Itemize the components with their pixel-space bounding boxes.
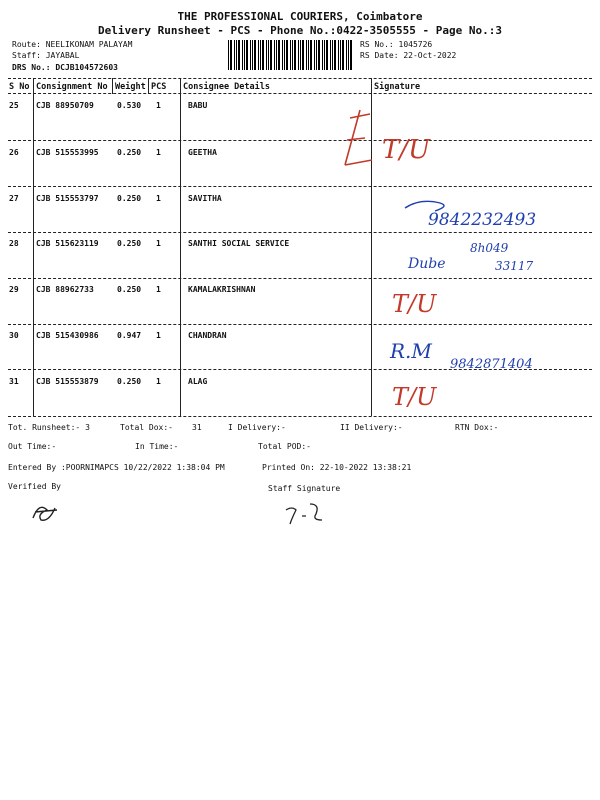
handwritten-33117: 33117 <box>495 259 534 273</box>
table-top-rule <box>8 78 592 79</box>
total-dox-value: 31 <box>192 423 202 432</box>
verified-signature-icon <box>25 498 65 524</box>
row-consignment: CJB 515623119 <box>36 239 99 248</box>
row-sno: 27 <box>9 194 19 203</box>
in-time-label: In Time:- <box>135 442 179 451</box>
handwritten-tu-31: T/U <box>392 383 437 411</box>
rs-number: RS No.: 1045726 <box>360 40 433 49</box>
entered-by: Entered By :POORNIMAPCS 10/22/2022 1:38:04 PM <box>8 463 225 472</box>
row-sno: 28 <box>9 239 19 248</box>
col-sno-header: S No <box>9 82 30 92</box>
out-time-label: Out Time:- <box>8 442 57 451</box>
row-pcs: 1 <box>156 148 161 157</box>
handwritten-phone-27: 9842232493 <box>428 210 537 230</box>
rtn-dox-label: RTN Dox:- <box>455 423 499 432</box>
row-pcs: 1 <box>156 101 161 110</box>
row-weight: 0.947 <box>117 331 142 340</box>
row-consignee: SAVITHA <box>188 194 222 203</box>
row-sno: 31 <box>9 377 19 386</box>
total-dox-label: Total Dox:- <box>120 423 173 432</box>
col-signature-header: Signature <box>374 82 421 92</box>
row-sno: 26 <box>9 148 19 157</box>
row-pcs: 1 <box>156 331 161 340</box>
staff-signature-icon <box>280 498 340 526</box>
row-pcs: 1 <box>156 194 161 203</box>
col-consignment-header: Consignment No <box>36 82 108 92</box>
row-pcs: 1 <box>156 239 161 248</box>
tot-runsheet: Tot. Runsheet:- 3 <box>8 423 90 432</box>
row-weight: 0.250 <box>117 148 142 157</box>
row-sno: 30 <box>9 331 19 340</box>
route-label: Route: NEELIKONAM PALAYAM <box>12 40 133 49</box>
handwritten-rm: R.M <box>390 339 432 363</box>
row-weight: 0.250 <box>117 239 142 248</box>
verified-by-label: Verified By <box>8 482 61 491</box>
handwritten-8h049: 8h049 <box>470 241 509 255</box>
col-divider <box>180 78 181 416</box>
printed-on: Printed On: 22-10-2022 13:38:21 <box>262 463 412 472</box>
row-consignee: KAMALAKRISHNAN <box>188 285 256 294</box>
col-divider <box>33 78 34 416</box>
row-sno: 29 <box>9 285 19 294</box>
handwritten-phone-30: 9842871404 <box>450 357 533 372</box>
col-consignee-header: Consignee Details <box>183 82 270 92</box>
row-consignment: CJB 88950709 <box>36 101 94 110</box>
row-consignment: CJB 515430986 <box>36 331 99 340</box>
handwritten-e-mark <box>345 110 372 165</box>
row-consignment: CJB 515553995 <box>36 148 99 157</box>
rs-date: RS Date: 22-Oct-2022 <box>360 51 457 60</box>
row-pcs: 1 <box>156 285 161 294</box>
row-weight: 0.250 <box>117 194 142 203</box>
total-pod-label: Total POD:- <box>258 442 311 451</box>
row-weight: 0.250 <box>117 285 142 294</box>
staff-signature-label: Staff Signature <box>268 484 341 493</box>
row-weight: 0.530 <box>117 101 142 110</box>
row-consignee: SANTHI SOCIAL SERVICE <box>188 239 290 248</box>
handwritten-signatures <box>320 100 600 420</box>
handwritten-tu-26: T/U <box>382 135 431 165</box>
col-weight-header: Weight <box>115 82 146 92</box>
col-divider <box>112 78 113 94</box>
barcode-image <box>228 40 352 70</box>
handwritten-dube: Dube <box>408 256 446 272</box>
table-header-rule <box>8 93 592 94</box>
handwritten-tu-29: T/U <box>392 290 437 318</box>
ii-delivery-label: II Delivery:- <box>340 423 403 432</box>
company-title: THE PROFESSIONAL COURIERS, Coimbatore <box>177 10 423 23</box>
row-consignee: ALAG <box>188 377 208 386</box>
col-divider <box>148 78 149 94</box>
row-consignment: CJB 515553879 <box>36 377 99 386</box>
col-pcs-header: PCS <box>151 82 167 92</box>
runsheet-subtitle: Delivery Runsheet - PCS - Phone No.:0422-3505555 - Page No.:3 <box>98 24 502 37</box>
row-consignment: CJB 88962733 <box>36 285 94 294</box>
row-consignee: BABU <box>188 101 208 110</box>
row-consignee: GEETHA <box>188 148 217 157</box>
row-pcs: 1 <box>156 377 161 386</box>
row-sno: 25 <box>9 101 19 110</box>
row-consignment: CJB 515553797 <box>36 194 99 203</box>
row-consignee: CHANDRAN <box>188 331 227 340</box>
i-delivery-label: I Delivery:- <box>228 423 286 432</box>
drs-number: DRS No.: DCJB104572603 <box>12 63 118 72</box>
staff-label: Staff: JAYABAL <box>12 51 80 60</box>
row-weight: 0.250 <box>117 377 142 386</box>
